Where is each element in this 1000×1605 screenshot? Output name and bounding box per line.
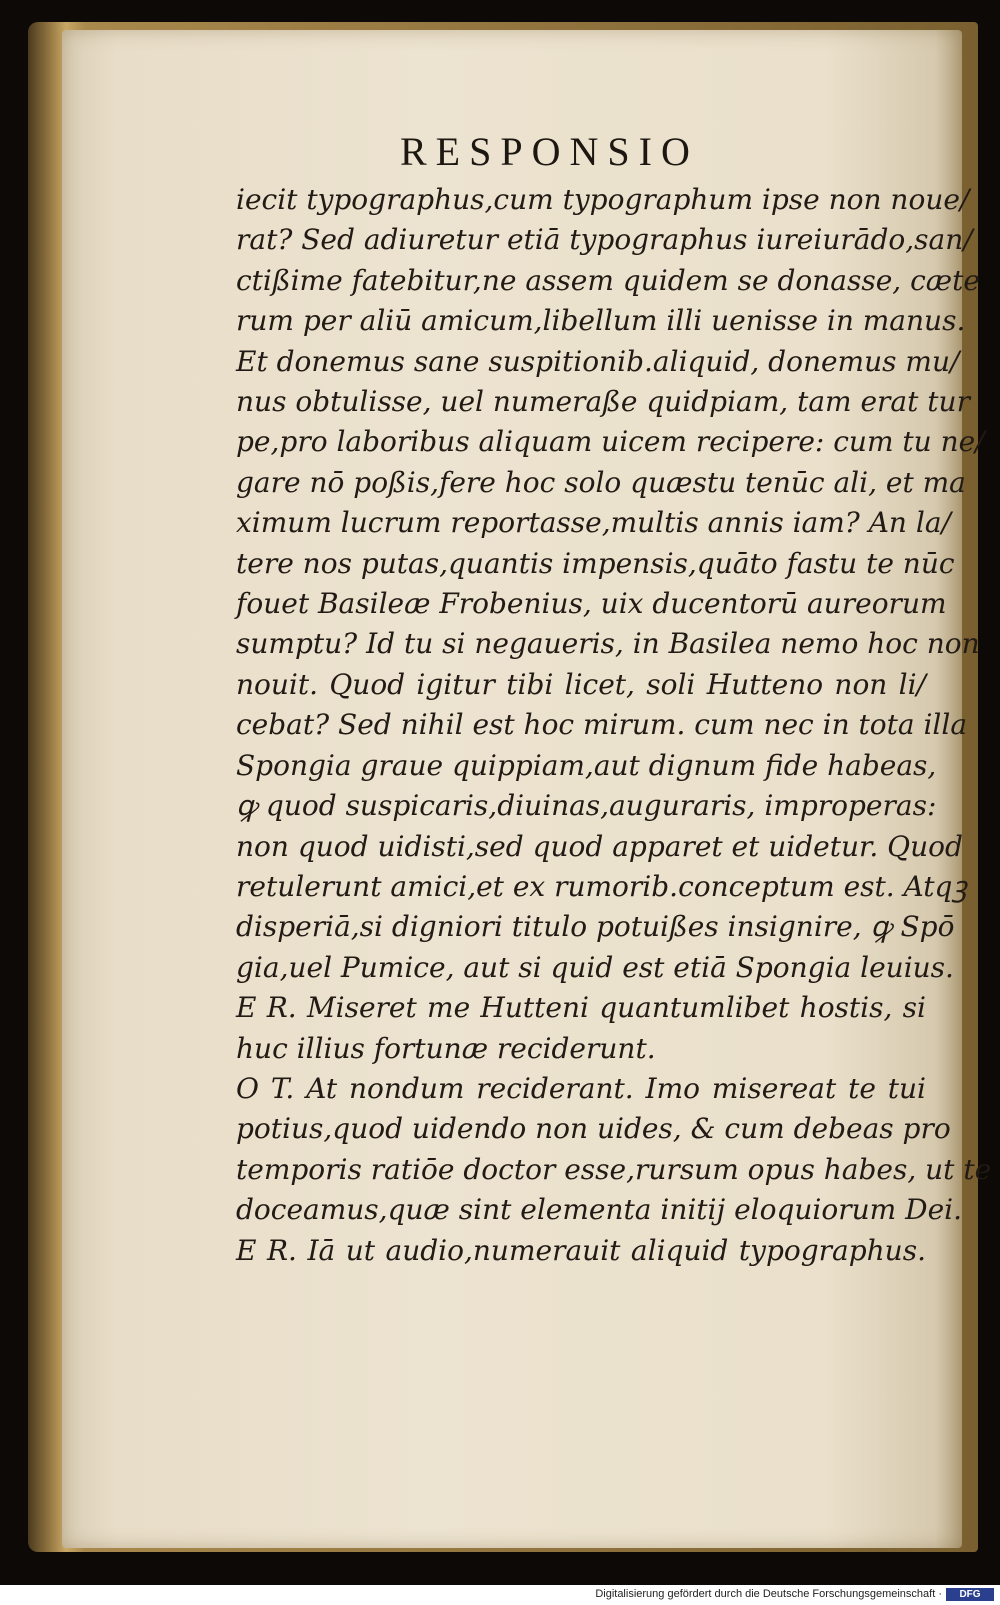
text-line: gare nō poßis,fere hoc solo quæstu tenūc ali, et ma <box>236 465 966 499</box>
text-line: non quod uidisti,sed quod apparet et uidetur. Quod <box>236 829 963 863</box>
text-line: sumptu? Id tu si negaueris, in Basilea nemo hoc non <box>236 627 980 661</box>
text-block <box>236 180 992 1271</box>
text-line: disperiā,si digniori titulo potuißes insignire, ꝙ Spō <box>236 910 955 944</box>
text-line: cebat? Sed nihil est hoc mirum. cum nec in tota illa <box>236 708 968 742</box>
text-line: gia,uel Pumice, aut si quid est etiā Spongia leuius. <box>236 950 954 984</box>
text-line: O T. At nondum reciderant. Imo misereat te tui <box>236 1071 926 1105</box>
text-line: Et donemus sane suspitionib.aliquid, donemus mu/ <box>236 344 960 378</box>
text-line: fouet Basileæ Frobenius, uix ducentorū aureorum <box>236 587 947 621</box>
dfg-logo[interactable]: DFG <box>946 1588 994 1601</box>
text-line: ximum lucrum reportasse,multis annis iam? An la/ <box>236 506 951 540</box>
text-line: temporis ratiōe doctor esse,rursum opus habes, ut te <box>236 1152 992 1186</box>
text-line: ꝙ quod suspicaris,diuinas,auguraris, improperas: <box>236 789 937 823</box>
text-line: Spongia graue quippiam,aut dignum fide habeas, <box>236 748 937 782</box>
text-line: nus obtulisse, uel numeraße quidpiam, tam erat tur <box>236 385 970 419</box>
text-line: pe,pro laboribus aliquam uicem recipere: cum tu ne/ <box>236 425 985 459</box>
footer-credit: Digitalisierung gefördert durch die Deutsche Forschungsgemeinschaft · <box>595 1588 942 1600</box>
text-line: ctißime fatebitur,ne assem quidem se donasse, cæte <box>236 263 980 297</box>
text-line: E R. Miseret me Hutteni quantumlibet hostis, si <box>236 991 926 1025</box>
text-line: nouit. Quod igitur tibi licet, soli Hutteno non li/ <box>236 667 926 701</box>
text-line: potius,quod uidendo non uides, & cum debeas pro <box>236 1112 951 1146</box>
text-line: rat? Sed adiuretur etiā typographus iureiurādo,san/ <box>236 223 973 257</box>
text-line: huc illius fortunæ reciderunt. <box>236 1031 656 1065</box>
text-line: tere nos putas,quantis impensis,quāto fastu te nūc <box>236 546 955 580</box>
text-line: retulerunt amici,et ex rumorib.conceptum est. Atqꝫ <box>236 869 967 903</box>
text-line: E R. Iā ut audio,numerauit aliquid typographus. <box>236 1233 926 1267</box>
footer-bar <box>0 1585 1000 1605</box>
running-head: RESPONSIO <box>400 129 699 174</box>
text-line: iecit typographus,cum typographum ipse non noue/ <box>236 183 970 216</box>
text-line: doceamus,quæ sint elementa initij eloquiorum Dei. <box>236 1193 962 1227</box>
text-line: rum per aliū amicum,libellum illi uenisse in manus. <box>236 304 966 338</box>
